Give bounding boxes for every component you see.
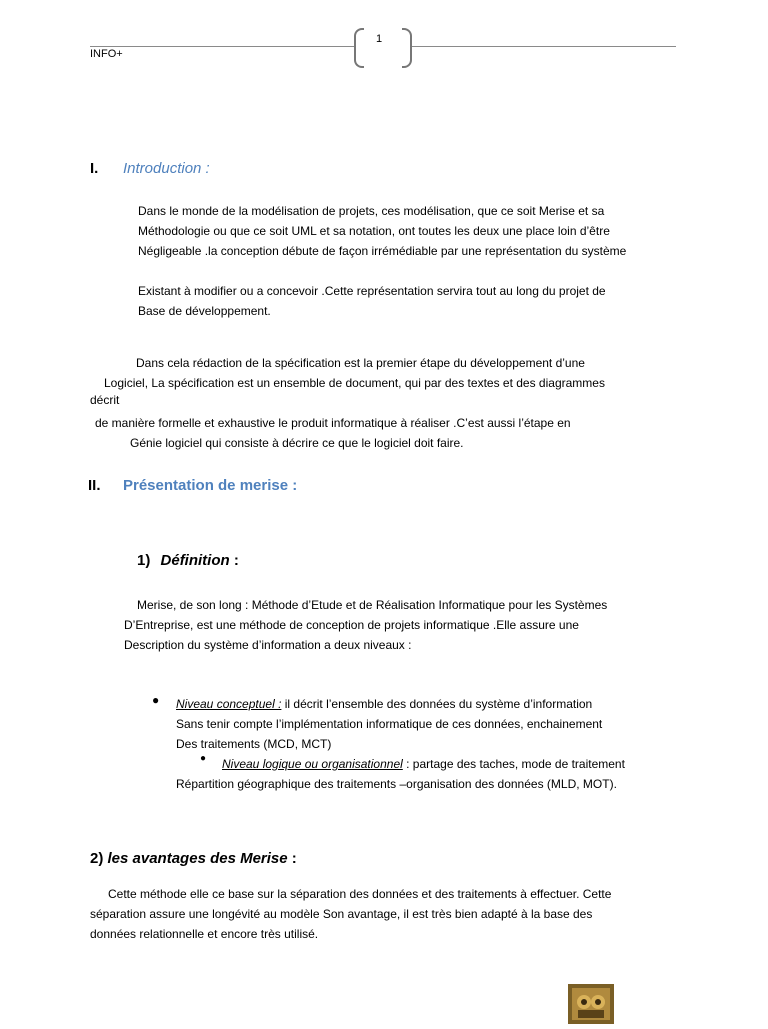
bullet-2-text: : partage des taches, mode de traitement	[402, 757, 625, 771]
intro-para3-line3: décrit	[90, 393, 120, 407]
bullet-2-label: Niveau logique ou organisationnel	[222, 757, 403, 771]
subsection-definition-title: Définition	[160, 552, 230, 569]
emblem-image	[568, 984, 614, 1024]
bullet-2-dot: ●	[200, 753, 207, 764]
intro-para3-line5: Génie logiciel qui consiste à décrire ce que le logiciel doit faire.	[130, 436, 464, 450]
bullet-1-line2: Sans tenir compte l’implémentation informatique de ces données, enchainement	[176, 717, 603, 731]
bullet-1-line3: Des traitements (MCD, MCT)	[176, 737, 332, 751]
bullet-1-text: il décrit l’ensemble des données du système d’information	[281, 697, 593, 711]
avantages-para-line1: Cette méthode elle ce base sur la séparation des données et des traitements à effectuer. Cette	[108, 887, 612, 901]
running-title: INFO+	[90, 48, 123, 60]
section-title-merise: Présentation de merise :	[123, 477, 298, 494]
section-number-merise: II.	[88, 477, 101, 494]
subsection-avantages-number: 2)	[90, 850, 104, 867]
definition-para-line3: Description du système d’information a deux niveaux :	[124, 638, 412, 652]
intro-para3-line2: Logiciel, La spécification est un ensemble de document, qui par des textes et des diagrammes	[104, 376, 605, 390]
intro-para3-line1: Dans cela rédaction de la spécification est la premier étape du développement d’une	[136, 356, 585, 370]
bullet-2-first-line	[222, 754, 625, 774]
intro-para1-line1: Dans le monde de la modélisation de projets, ces modélisation, que ce soit Merise et sa	[138, 204, 605, 218]
subsection-definition-colon: :	[229, 552, 239, 569]
definition-para-line1: Merise, de son long : Méthode d’Etude et de Réalisation Informatique pour les Systèmes	[137, 598, 608, 612]
header-rule-left	[90, 46, 354, 47]
intro-para1-line3: Négligeable .la conception débute de façon irrémédiable par une représentation du système	[138, 244, 627, 258]
emblem-graphic	[568, 984, 614, 1024]
subsection-definition-number: 1)	[137, 552, 151, 569]
page-number-left-bracket	[354, 28, 364, 68]
intro-para2-line2: Base de développement.	[138, 304, 271, 318]
header-rule-right	[412, 46, 676, 47]
subsection-avantages-colon: :	[287, 850, 297, 867]
avantages-para-line3: données relationnelle et encore très utilisé.	[90, 927, 319, 941]
avantages-para-line2: séparation assure une longévité au modèle Son avantage, il est très bien adapté à la base des	[90, 907, 593, 921]
subsection-avantages-heading	[90, 850, 297, 867]
bullet-1-dot: ●	[152, 693, 160, 707]
bullet-1-label: Niveau conceptuel :	[176, 697, 282, 711]
bullet-1-first-line	[176, 694, 592, 714]
page-number-right-bracket	[402, 28, 412, 68]
intro-para3-line4: de manière formelle et exhaustive le produit informatique à réaliser .C’est aussi l’étape en	[95, 416, 571, 430]
section-title-intro: Introduction :	[123, 160, 210, 177]
page-number: 1	[376, 33, 383, 45]
intro-para1-line2: Méthodologie ou que ce soit UML et sa notation, ont toutes les deux une place loin d’être	[138, 224, 610, 238]
subsection-definition-heading	[137, 552, 239, 569]
definition-para-line2: D’Entreprise, est une méthode de conception de projets informatique .Elle assure une	[124, 618, 579, 632]
bullet-2-line2: Répartition géographique des traitements –organisation des données (MLD, MOT).	[176, 777, 617, 791]
section-number-intro: I.	[90, 160, 99, 177]
subsection-avantages-title: les avantages des Merise	[107, 850, 288, 867]
intro-para2-line1: Existant à modifier ou a concevoir .Cette représentation servira tout au long du projet de	[138, 284, 606, 298]
